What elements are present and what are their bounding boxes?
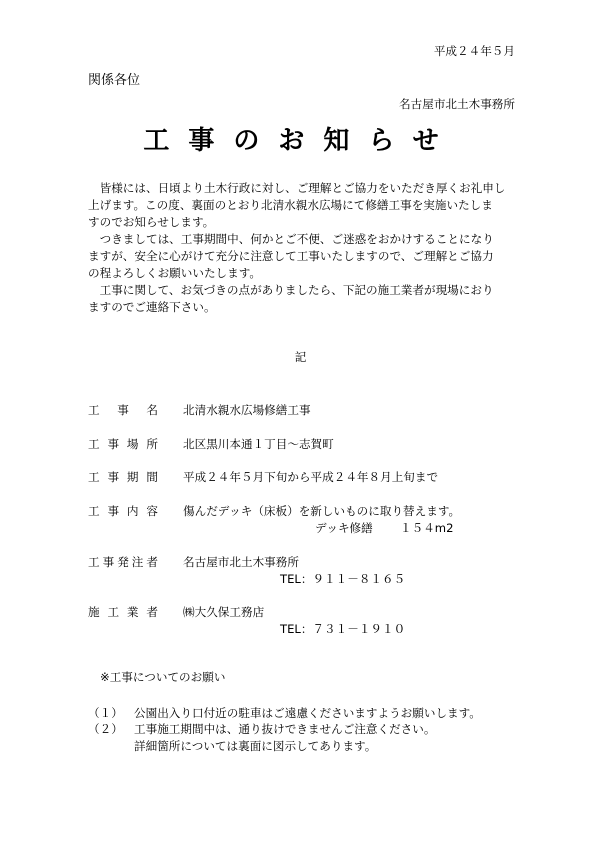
body-line: 皆様には、日頃より土木行政に対し、ご理解とご協力をいただき厚くお礼申し bbox=[88, 181, 506, 195]
work-period-value: 平成２４年５月下旬から平成２４年８月上旬まで bbox=[183, 470, 439, 484]
issuer-office: 名古屋市北土木事務所 bbox=[399, 97, 515, 111]
notice-extra: 詳細箇所については裏面に図示してあります。 bbox=[134, 739, 377, 753]
work-place-label: 工事場所 bbox=[88, 437, 158, 451]
work-name-label: 工事名 bbox=[88, 403, 158, 417]
body-line: つきましては、工事期間中、何かとご不便、ご迷惑をおかけすることになり bbox=[88, 232, 494, 246]
work-content-sub-amount: １５４m2 bbox=[400, 521, 454, 535]
work-content-sub-item: デッキ修繕 bbox=[315, 521, 373, 535]
body-paragraph-2 bbox=[88, 231, 524, 282]
notice-date: 平成２４年５月 bbox=[433, 44, 515, 58]
work-place-value: 北区黒川本通１丁目～志賀町 bbox=[183, 437, 334, 451]
body-line: の程よろしくお願いいたします。 bbox=[88, 266, 261, 280]
orderer-value: 名古屋市北土木事務所 bbox=[183, 555, 299, 569]
work-name-value: 北清水親水広場修繕工事 bbox=[183, 403, 311, 417]
work-content-value: 傷んだデッキ（床板）を新しいものに取り替えます。 bbox=[183, 504, 461, 518]
notice-item-text: 公園出入り口付近の駐車はご遠慮くださいますようお願いします。 bbox=[134, 706, 481, 720]
notice-item-number: （１） bbox=[88, 706, 123, 720]
body-line: すのでお知らせします。 bbox=[88, 215, 215, 229]
orderer-tel: TEL：９１１－８１６５ bbox=[280, 572, 406, 586]
body-line: ますが、安全に心がけて充分に注意して工事いたしますので、ご理解とご協力 bbox=[88, 249, 494, 263]
notice-item-number: （２） bbox=[88, 722, 123, 736]
ki-heading: 記 bbox=[294, 350, 307, 364]
notice-heading: ※工事についてのお願い bbox=[100, 670, 226, 684]
addressee: 関係各位 bbox=[88, 73, 141, 88]
body-line: ますのでご連絡下さい。 bbox=[88, 300, 216, 314]
contractor-label: 施工業者 bbox=[88, 605, 158, 619]
body-paragraph-3 bbox=[88, 282, 524, 316]
orderer-label: 工事発注者 bbox=[88, 555, 158, 569]
body-line: 上げます。この度、裏面のとおり北清水親水広場にて修繕工事を実施いたしま bbox=[88, 198, 493, 212]
body-paragraph-1 bbox=[88, 180, 524, 231]
work-period-label: 工事期間 bbox=[88, 470, 158, 484]
contractor-tel: TEL：７３１－１９１０ bbox=[280, 622, 406, 636]
notice-item-text: 工事施工期間中は、通り抜けできませんご注意ください。 bbox=[134, 722, 436, 736]
body-line: 工事に関して、お気づきの点がありましたら、下記の施工業者が現場におり bbox=[88, 283, 494, 297]
work-content-label: 工事内容 bbox=[88, 504, 158, 518]
contractor-value: ㈱大久保工務店 bbox=[183, 605, 265, 619]
document-title: 工事のお知らせ bbox=[143, 126, 458, 156]
